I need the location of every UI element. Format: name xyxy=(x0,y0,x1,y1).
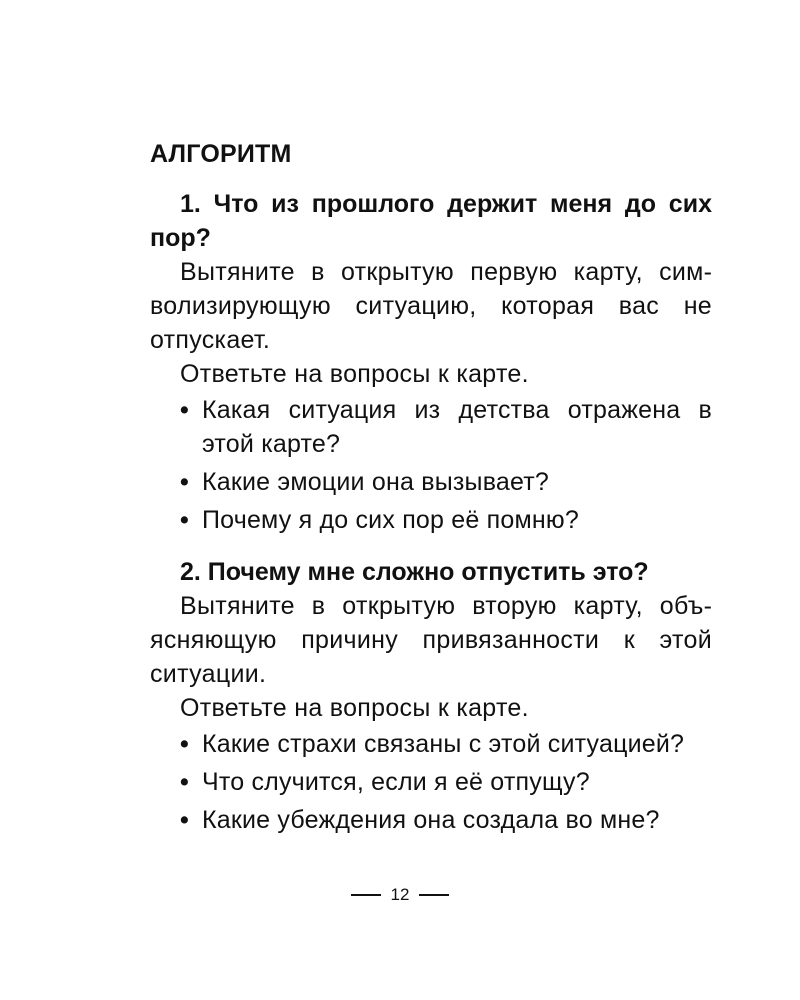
bullet-icon: • xyxy=(180,730,189,758)
section-2-prompt: Ответьте на вопросы к карте. xyxy=(180,694,529,722)
page-heading: АЛГОРИТМ xyxy=(150,140,292,168)
section-2-question-list xyxy=(150,727,712,837)
section-1-question-list xyxy=(150,393,712,537)
section-1-prompt: Ответьте на вопросы к карте. xyxy=(180,360,529,388)
bullet-icon: • xyxy=(180,468,189,496)
list-item xyxy=(150,727,712,761)
section-1-instruction: Вытяните в открытую первую карту, символизирующую ситуацию, которая вас не отпускает. xyxy=(150,258,712,354)
bullet-icon: • xyxy=(180,396,189,424)
question-text: Что случится, если я её отпущу? xyxy=(202,768,590,796)
dash-icon xyxy=(351,894,381,896)
question-text: Какие эмоции она вызывает? xyxy=(202,468,550,496)
dash-icon xyxy=(419,894,449,896)
page-content xyxy=(150,137,712,841)
page-number: 12 xyxy=(390,885,410,904)
page-number-footer xyxy=(0,882,800,908)
bullet-icon: • xyxy=(180,506,189,534)
bullet-icon: • xyxy=(180,768,189,796)
section-1 xyxy=(150,187,712,537)
question-text: Какие страхи связаны с этой ситуацией? xyxy=(202,730,685,758)
list-item xyxy=(150,393,712,461)
list-item xyxy=(150,465,712,499)
section-2 xyxy=(150,555,712,837)
question-text: Почему я до сих пор её помню? xyxy=(202,506,579,534)
section-2-instruction: Вытяните в открытую вторую карту, объясняющую причину привязанности к этой ситуации. xyxy=(150,592,712,688)
list-item xyxy=(150,765,712,799)
section-1-title: 1. Что из прошлого держит меня до сих пор? xyxy=(150,190,712,252)
question-text: Какая ситуация из детства отражена в этой карте? xyxy=(202,396,712,458)
list-item xyxy=(150,503,712,537)
section-2-title: 2. Почему мне сложно отпустить это? xyxy=(180,558,649,586)
list-item xyxy=(150,803,712,837)
bullet-icon: • xyxy=(180,806,189,834)
question-text: Какие убеждения она создала во мне? xyxy=(202,806,660,834)
